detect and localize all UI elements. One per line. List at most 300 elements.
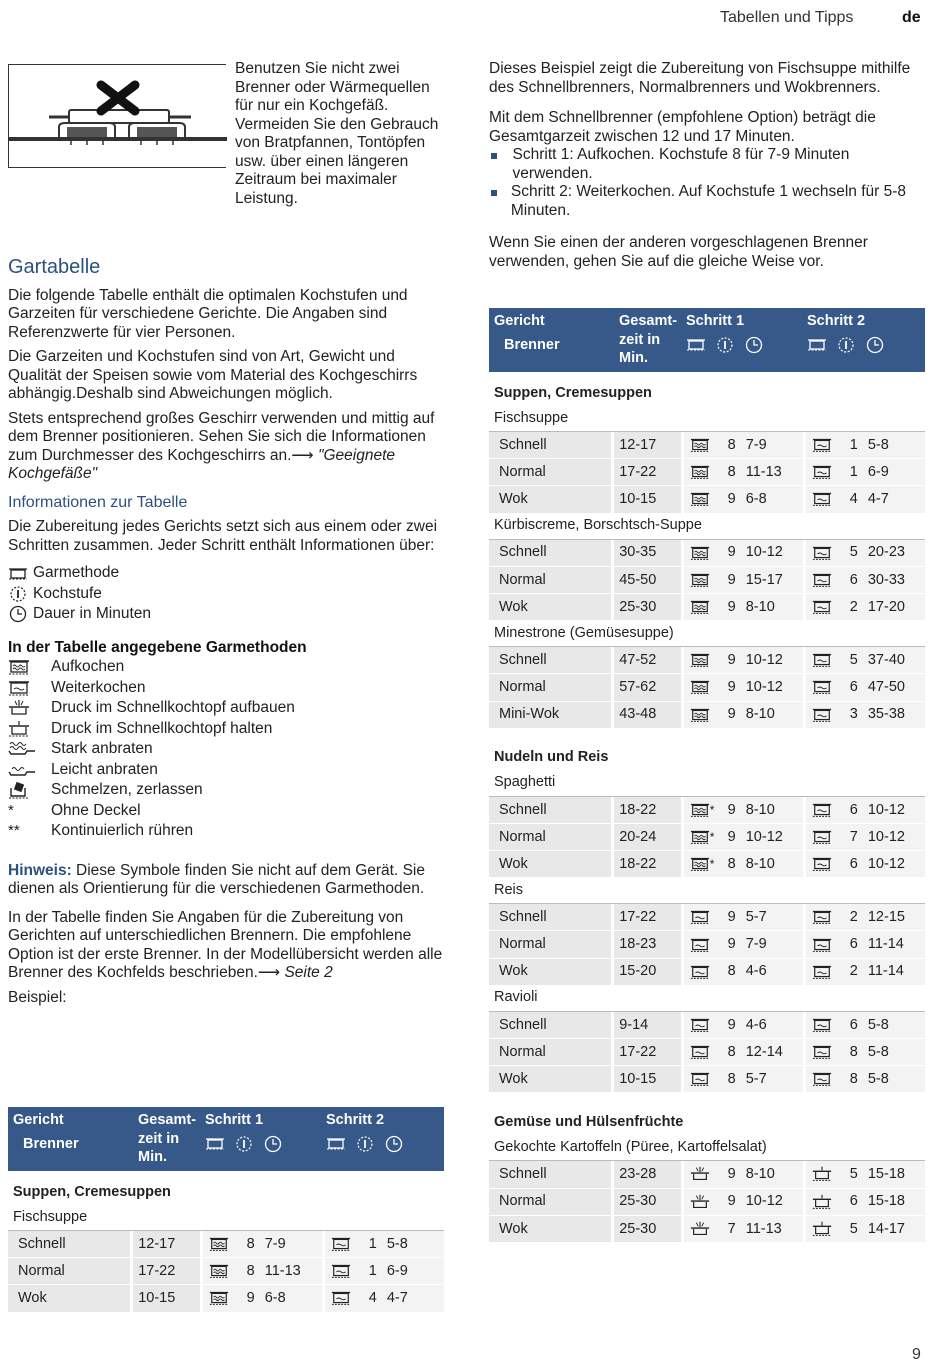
step-2-duration: 15-18 — [867, 1193, 905, 1210]
intro-paragraph: Die folgende Tabelle enthält die optimalen Kochstufen und Garzeiten für verschiedene Gerichte. Die Angaben sind Referenzwerte für vier Personen. — [8, 286, 408, 341]
simmer-icon — [325, 1262, 351, 1280]
warning-block — [8, 60, 444, 260]
step-2-cell — [806, 459, 925, 485]
group-heading: Gemüse und Hülsenfrüchte — [494, 1113, 684, 1130]
total-time-cell: 12-17 — [614, 432, 681, 458]
step-2-level: 5 — [849, 1220, 858, 1237]
pot-method-icon — [8, 565, 33, 581]
step-2-duration: 35-38 — [867, 706, 905, 723]
boil-icon — [203, 1289, 229, 1307]
dish-name: Fischsuppe — [8, 1205, 444, 1231]
table-header — [8, 1107, 444, 1171]
step-1-cell — [684, 1189, 803, 1215]
step-1-duration: 11-13 — [264, 1263, 301, 1280]
step-2-cell — [806, 432, 925, 458]
step-1-cell — [684, 594, 803, 620]
simmer-icon — [806, 490, 832, 508]
boil-icon — [684, 598, 710, 616]
boil-icon — [8, 658, 51, 676]
header-step-2: Schritt 2 — [807, 313, 866, 329]
asterisk-symbol: * — [8, 801, 14, 819]
table-row — [489, 432, 925, 459]
example-label: Beispiel: — [8, 988, 67, 1006]
double-asterisk-symbol: ** — [8, 822, 20, 839]
methods-heading: In der Tabelle angegebene Garmethoden — [8, 638, 307, 656]
page-number: 9 — [912, 1346, 921, 1363]
total-time-cell: 18-22 — [614, 797, 681, 823]
step-2-duration: 14-17 — [867, 1220, 905, 1237]
pot-method-icon — [807, 336, 827, 354]
step-2-cell — [806, 931, 925, 957]
step-1-cell — [684, 851, 803, 877]
method-label: Schmelzen, zerlassen — [51, 781, 203, 798]
step-1-cell — [684, 432, 803, 458]
header-step-2: Schritt 2 — [326, 1112, 385, 1128]
step-2-duration: 12-15 — [867, 909, 905, 926]
simmer-icon — [806, 1043, 832, 1061]
total-time-cell: 30-35 — [614, 540, 681, 566]
pressure-build-icon — [684, 1220, 710, 1238]
total-time-cell: 17-22 — [614, 459, 681, 485]
step-2-duration: 5-8 — [867, 1071, 889, 1088]
step-1-level: 8 — [727, 1043, 736, 1060]
simmer-icon — [806, 908, 832, 926]
step-2-level: 1 — [849, 436, 858, 453]
dish-name: Reis — [489, 878, 925, 904]
step-1-cell — [684, 959, 803, 985]
burner-cell: Wok — [489, 594, 611, 620]
boil-icon — [684, 436, 710, 454]
burner-cell: Schnell — [489, 1012, 611, 1038]
simmer-icon — [684, 963, 710, 981]
total-time-cell: 17-22 — [614, 1039, 681, 1065]
step-2-level: 2 — [849, 963, 858, 980]
simmer-icon — [806, 936, 832, 954]
arrow-right-icon: ⟶ — [257, 964, 281, 981]
boil-icon — [684, 490, 710, 508]
step-2-cell — [806, 1039, 925, 1065]
header-step-1-icons — [205, 1135, 283, 1153]
step-1-duration: 10-12 — [745, 679, 783, 696]
variation-paragraph: Die Garzeiten und Kochstufen sind von Art, Gewicht und Qualität der Speisen sowie vom Material des Kochgeschirrs abhängig.Deshalb sind Abweichungen möglich. — [8, 348, 418, 402]
burner-cell: Schnell — [489, 1161, 611, 1187]
header-step-1: Schritt 1 — [205, 1112, 264, 1128]
boil-icon — [684, 706, 710, 724]
list-item — [8, 563, 444, 584]
list-item — [8, 604, 444, 625]
step-1-duration: 11-13 — [745, 1220, 782, 1237]
step-2-level: 6 — [849, 855, 858, 872]
step-2-cell — [806, 824, 925, 850]
step-1-level: 9 — [727, 598, 736, 615]
strong-fry-icon — [8, 740, 51, 758]
step-2-level: 1 — [368, 1263, 377, 1280]
table-header — [489, 308, 925, 372]
pressure-hold-icon — [806, 1220, 832, 1238]
burner-cell: Wok — [489, 851, 611, 877]
group-heading: Suppen, Cremesuppen — [13, 1183, 171, 1200]
total-time-cell: 10-15 — [133, 1285, 200, 1311]
step-1-level: 8 — [246, 1263, 255, 1280]
step-2-cell — [806, 486, 925, 512]
step-2-level: 1 — [849, 464, 858, 481]
step-2-duration: 11-14 — [867, 963, 904, 980]
cookware-paragraph: Stets entsprechend großes Geschirr verwenden und mittig auf dem Brenner positionieren. Sehen Sie sich die Informationen zum Durchmesser des Kochgeschirrs an.⟶ "Geeignete Kochgefäße" — [8, 409, 435, 482]
simmer-icon — [325, 1289, 351, 1307]
step-1-level: 9 — [727, 544, 736, 561]
step-1-cell — [684, 1161, 803, 1187]
table-row — [489, 702, 925, 729]
step-2-cell — [806, 959, 925, 985]
method-label: Druck im Schnellkochtopf aufbauen — [51, 699, 295, 716]
total-time-cell: 23-28 — [614, 1161, 681, 1187]
step-2-level: 6 — [849, 801, 858, 818]
step-1-level: 9 — [727, 936, 736, 953]
step-1-level: 8 — [727, 436, 736, 453]
total-time-paragraph: Mit dem Schnellbrenner (empfohlene Option) beträgt die Gesamtgarzeit zwischen 12 und 17 Minuten. — [489, 109, 876, 145]
step-1-level: 9 — [727, 491, 736, 508]
boil-icon — [684, 571, 710, 589]
step-1-level: 9 — [246, 1290, 255, 1307]
cooking-table — [489, 308, 925, 1243]
page-header — [0, 8, 950, 28]
simmer-icon — [684, 1070, 710, 1088]
simmer-icon — [325, 1235, 351, 1253]
step-2-duration: 37-40 — [867, 651, 905, 668]
step-2-level: 4 — [368, 1290, 377, 1307]
step-1-duration: 5-7 — [745, 909, 767, 926]
simmer-icon — [806, 678, 832, 696]
list-item — [489, 183, 925, 220]
boil-icon — [684, 828, 710, 846]
list-item — [8, 657, 444, 678]
step-1-cell — [684, 674, 803, 700]
step-1-level: 9 — [727, 1193, 736, 1210]
dish-name: Minestrone (Gemüsesuppe) — [489, 621, 925, 647]
total-time-cell: 45-50 — [614, 567, 681, 593]
steps-paragraph: Die Zubereitung jedes Gerichts setzt sich aus einem oder zwei Schritten zusammen. Jeder Schritt enthält Informationen über: — [8, 518, 438, 554]
step-2-level: 6 — [849, 571, 858, 588]
list-item — [489, 146, 925, 183]
step-1-duration: 6-8 — [264, 1290, 286, 1307]
pot-method-icon — [205, 1135, 225, 1153]
step-2-cell — [806, 1066, 925, 1092]
step-1-level: 8 — [727, 855, 736, 872]
step-2-cell — [806, 1012, 925, 1038]
list-item — [8, 801, 444, 822]
header-step-2-icons — [807, 336, 885, 354]
total-time-cell: 18-23 — [614, 931, 681, 957]
step-1-duration: 4-6 — [745, 1016, 767, 1033]
step-2-duration: 10-12 — [867, 801, 905, 818]
step-2-cell — [806, 647, 925, 673]
boil-icon — [684, 801, 710, 819]
info-item-label: Kochstufe — [33, 584, 102, 602]
hint-label: Hinweis: — [8, 861, 72, 879]
step-1-cell — [203, 1258, 322, 1284]
step-2-level: 2 — [849, 909, 858, 926]
simmer-icon — [806, 651, 832, 669]
step-1-level: 8 — [246, 1235, 255, 1252]
step-1-duration: 10-12 — [745, 1193, 783, 1210]
step-2-level: 8 — [849, 1071, 858, 1088]
bullet-text: Schritt 2: Weiterkochen. Auf Kochstufe 1 wechseln für 5-8 Minuten. — [510, 183, 907, 219]
clock-icon — [384, 1135, 404, 1153]
step-2-cell — [806, 1161, 925, 1187]
step-2-level: 6 — [849, 1193, 858, 1210]
step-2-duration: 6-9 — [867, 464, 889, 481]
info-item-label: Dauer in Minuten — [33, 605, 152, 622]
step-1-duration: 7-9 — [264, 1235, 286, 1252]
burner-cell: Normal — [489, 824, 611, 850]
step-2-level: 4 — [849, 491, 858, 508]
table-row — [489, 567, 925, 594]
total-time-cell: 43-48 — [614, 702, 681, 728]
table-row — [489, 1039, 925, 1066]
step-1-cell — [684, 904, 803, 930]
step-2-level: 6 — [849, 679, 858, 696]
step-2-duration: 6-9 — [386, 1263, 408, 1280]
total-time-cell: 57-62 — [614, 674, 681, 700]
bullet-square-icon — [491, 190, 497, 196]
method-label: Druck im Schnellkochtopf halten — [51, 719, 273, 737]
step-2-duration: 10-12 — [867, 855, 905, 872]
heat-level-icon — [234, 1135, 254, 1153]
boil-icon — [203, 1262, 229, 1280]
step-1-duration: 11-13 — [745, 464, 782, 481]
header-step-1: Schritt 1 — [686, 313, 745, 329]
table-row — [489, 851, 925, 878]
step-2-cell — [806, 540, 925, 566]
simmer-icon — [806, 828, 832, 846]
step-1-cell — [684, 647, 803, 673]
step-1-duration: 8-10 — [745, 598, 775, 615]
step-1-level: 9 — [727, 571, 736, 588]
table-row — [489, 904, 925, 931]
step-1-duration: 10-12 — [745, 651, 783, 668]
method-label: Stark anbraten — [51, 740, 153, 757]
table-row — [489, 1012, 925, 1039]
simmer-icon — [806, 963, 832, 981]
step-1-cell — [684, 567, 803, 593]
header-total-time: Gesamt- zeit in Min. — [619, 313, 678, 366]
melt-icon — [8, 781, 51, 799]
total-time-cell: 17-22 — [133, 1258, 200, 1284]
pressure-build-icon — [8, 699, 51, 717]
light-fry-icon — [8, 761, 51, 779]
step-2-duration: 5-8 — [386, 1235, 408, 1252]
step-1-cell — [684, 486, 803, 512]
step-1-level: 9 — [727, 706, 736, 723]
simmer-icon — [806, 855, 832, 873]
step-1-cell — [684, 1066, 803, 1092]
total-time-cell: 25-30 — [614, 594, 681, 620]
total-time-cell: 17-22 — [614, 904, 681, 930]
step-2-duration: 5-8 — [867, 1043, 889, 1060]
step-2-cell — [325, 1258, 444, 1284]
bullet-text: Schritt 1: Aufkochen. Kochstufe 8 für 7-9 Minuten verwenden. — [512, 146, 850, 182]
step-2-level: 1 — [368, 1235, 377, 1252]
step-2-level: 8 — [849, 1043, 858, 1060]
pressure-hold-icon — [806, 1193, 832, 1211]
method-label: Aufkochen — [51, 658, 125, 675]
step-1-cell — [684, 540, 803, 566]
simmer-icon — [684, 1016, 710, 1034]
table-row — [489, 931, 925, 958]
section-title: Tabellen und Tipps — [720, 9, 854, 26]
page-link[interactable]: Seite 2 — [284, 964, 333, 981]
boil-icon — [684, 463, 710, 481]
step-1-level: 8 — [727, 963, 736, 980]
step-2-cell — [325, 1231, 444, 1257]
table-row — [489, 647, 925, 674]
simmer-icon — [806, 598, 832, 616]
pressure-hold-icon — [8, 720, 51, 738]
simmer-icon — [806, 436, 832, 454]
step-1-cell — [684, 797, 803, 823]
burner-cell: Schnell — [489, 797, 611, 823]
burner-cell: Schnell — [489, 904, 611, 930]
clock-icon — [865, 336, 885, 354]
other-burners-paragraph: Wenn Sie einen der anderen vorgeschlagenen Brenner verwenden, gehen Sie auf die gleiche Weise vor. — [489, 234, 868, 270]
step-2-duration: 15-18 — [867, 1166, 905, 1183]
burner-cell: Schnell — [489, 647, 611, 673]
table-row — [8, 1258, 444, 1285]
language-code: de — [902, 9, 921, 26]
burner-cell: Normal — [8, 1258, 130, 1284]
methods-list — [8, 657, 444, 842]
table-row — [489, 797, 925, 824]
table-row — [8, 1285, 444, 1312]
steps-list — [489, 146, 925, 220]
step-2-cell — [806, 904, 925, 930]
header-dish: Gericht — [13, 1112, 64, 1128]
boil-icon — [203, 1235, 229, 1253]
no-lid-marker: * — [709, 829, 715, 844]
pressure-build-icon — [684, 1165, 710, 1183]
simmer-icon — [806, 571, 832, 589]
table-row — [489, 594, 925, 621]
total-time-cell: 9-14 — [614, 1012, 681, 1038]
simmer-icon — [806, 544, 832, 562]
step-1-level: 8 — [727, 464, 736, 481]
step-1-duration: 8-10 — [745, 706, 775, 723]
dish-name: Ravioli — [489, 986, 925, 1012]
clock-icon — [263, 1135, 283, 1153]
method-label: Kontinuierlich rühren — [51, 822, 194, 839]
step-1-level: 9 — [727, 679, 736, 696]
list-item — [8, 698, 444, 719]
clock-icon — [8, 605, 33, 623]
boil-icon — [684, 544, 710, 562]
info-item-label: Garmethode — [33, 564, 120, 581]
header-burner: Brenner — [23, 1136, 79, 1152]
table-row — [489, 1189, 925, 1216]
simmer-icon — [8, 679, 51, 697]
table-row — [489, 1216, 925, 1243]
step-1-duration: 7-9 — [745, 936, 767, 953]
boil-icon — [684, 678, 710, 696]
step-2-level: 7 — [849, 828, 858, 845]
burner-cell: Normal — [489, 567, 611, 593]
method-label: Leicht anbraten — [51, 760, 158, 778]
method-label: Weiterkochen — [51, 678, 146, 696]
cooktop-pan-cross-icon — [9, 65, 227, 169]
step-2-duration: 4-7 — [386, 1290, 408, 1307]
step-2-duration: 5-8 — [867, 1016, 889, 1033]
simmer-icon — [806, 463, 832, 481]
no-lid-marker: * — [709, 856, 715, 871]
header-step-2-icons — [326, 1135, 404, 1153]
burner-cell: Schnell — [8, 1231, 130, 1257]
step-2-cell — [806, 674, 925, 700]
step-1-cell — [684, 931, 803, 957]
right-column — [489, 60, 925, 277]
table-row — [489, 674, 925, 701]
no-lid-marker: * — [709, 802, 715, 817]
warning-text: Benutzen Sie nicht zwei Brenner oder Wärmequellen für nur ein Kochgefäß. Vermeiden Sie den Gebrauch von Bratpfannen, Tontöpfen usw. über einen längeren Zeitraum bei maximaler Leistung. — [235, 60, 439, 207]
step-1-cell — [203, 1285, 322, 1311]
step-1-level: 9 — [727, 801, 736, 818]
step-2-level: 6 — [849, 1016, 858, 1033]
burner-cell: Wok — [8, 1285, 130, 1311]
boil-icon — [684, 855, 710, 873]
heat-level-icon — [715, 336, 735, 354]
step-2-duration: 5-8 — [867, 436, 889, 453]
simmer-icon — [806, 1070, 832, 1088]
step-1-duration: 6-8 — [745, 491, 767, 508]
step-2-duration: 47-50 — [867, 679, 905, 696]
burner-cell: Wok — [489, 1216, 611, 1242]
step-1-duration: 4-6 — [745, 963, 767, 980]
step-1-level: 9 — [727, 828, 736, 845]
list-item — [8, 821, 444, 842]
cookware-link[interactable]: "Geeignete Kochgefäße" — [8, 446, 395, 482]
step-2-level: 5 — [849, 651, 858, 668]
example-table — [8, 1107, 444, 1313]
pressure-hold-icon — [806, 1165, 832, 1183]
dish-name: Kürbiscreme, Borschtsch-Suppe — [489, 514, 925, 540]
two-burner-warning-illustration — [8, 64, 226, 168]
table-row — [489, 824, 925, 851]
pressure-build-icon — [684, 1193, 710, 1211]
step-2-cell — [806, 851, 925, 877]
burner-cell: Normal — [489, 1039, 611, 1065]
list-item — [8, 739, 444, 760]
total-time-cell: 20-24 — [614, 824, 681, 850]
step-1-duration: 10-12 — [745, 828, 783, 845]
step-1-duration: 5-7 — [745, 1071, 767, 1088]
table-row — [489, 459, 925, 486]
table-row — [489, 486, 925, 513]
simmer-icon — [806, 1016, 832, 1034]
header-total-time: Gesamt- zeit in Min. — [138, 1112, 197, 1165]
header-burner: Brenner — [504, 337, 560, 353]
heat-level-icon — [355, 1135, 375, 1153]
total-time-cell: 10-15 — [614, 1066, 681, 1092]
burner-info-paragraph: In der Tabelle finden Sie Angaben für die Zubereitung von Gerichten auf unterschiedlichen Brennern. Die empfohlene Option ist der erste Brenner. In der Modellübersicht werden alle Brenner des Kochfelds beschrieben.⟶ Seite 2 — [8, 908, 443, 981]
step-1-level: 8 — [727, 1071, 736, 1088]
simmer-icon — [684, 1043, 710, 1061]
list-item — [8, 719, 444, 740]
arrow-right-icon: ⟶ — [291, 446, 314, 464]
example-description: Dieses Beispiel zeigt die Zubereitung von Fischsuppe mithilfe des Schnellbrenners, Normalbrenners und Wokbrenners. — [489, 60, 911, 96]
step-2-cell — [325, 1285, 444, 1311]
step-1-level: 9 — [727, 909, 736, 926]
simmer-icon — [806, 706, 832, 724]
info-list — [8, 563, 444, 625]
header-step-1-icons — [686, 336, 764, 354]
